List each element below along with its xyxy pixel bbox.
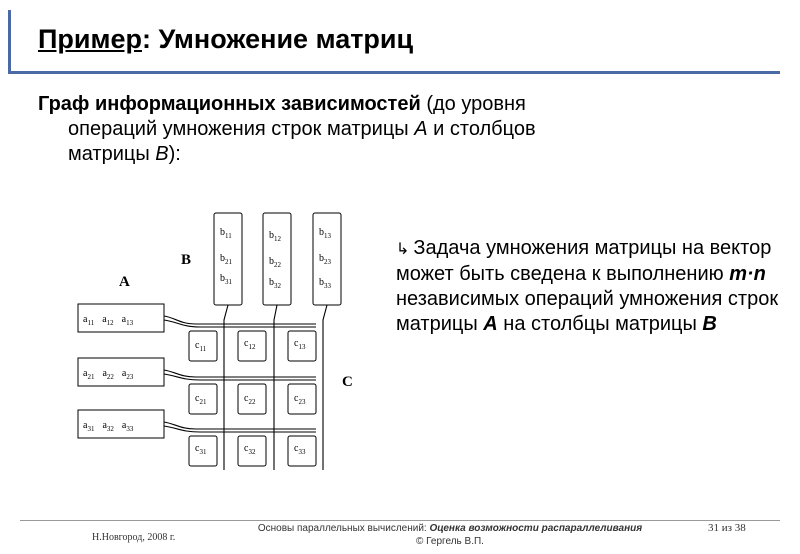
title-main: Пример <box>38 24 142 54</box>
footer-prefix: Основы параллельных вычислений: <box>257 523 430 534</box>
wire-row-3 <box>164 422 316 429</box>
c-33-label: $c_{33}$ <box>294 443 306 456</box>
c-32-label: $c_{32}$ <box>244 443 256 456</box>
side-text-2: независимых операций умножения строк матрицы <box>396 288 779 335</box>
intro-line2-b: и столбцов <box>427 118 536 140</box>
b-col-3-entry-1: $b_{13}$ <box>319 227 331 240</box>
intro-line3-a: матрицы <box>68 143 156 165</box>
side-text-1: Задача умножения матрицы на вектор может быть сведена к выполнению <box>396 237 772 285</box>
b-col-1-entry-3: $b_{31}$ <box>220 273 232 286</box>
label-a: A <box>119 274 130 290</box>
intro-line2-a: операций умножения строк матрицы <box>68 118 415 140</box>
side-note <box>396 236 781 337</box>
page-number: 31 <box>708 522 719 534</box>
side-text-3: на столбцы матрицы <box>497 313 703 335</box>
c-23-label: $c_{23}$ <box>294 393 306 406</box>
wire-row-1 <box>164 316 316 324</box>
b-col-3-entry-3: $b_{33}$ <box>319 277 331 290</box>
page-total: 38 <box>734 522 746 534</box>
wire-row-2 <box>164 370 316 377</box>
c-22-label: $c_{22}$ <box>244 393 256 406</box>
b-col-1-entry-1: $b_{11}$ <box>220 227 232 240</box>
b-col-2-entry-3: $b_{32}$ <box>269 277 281 290</box>
side-var-b: B <box>702 313 717 335</box>
a-row-3-entries: $a_{31}$ $a_{32}$ $a_{33}$ <box>83 420 134 433</box>
intro-bold: Граф информационных зависимостей <box>38 93 421 115</box>
intro-line1: (до уровня <box>420 93 526 115</box>
label-c: C <box>342 374 353 390</box>
wire-col-2 <box>274 305 277 470</box>
page-of: из <box>719 522 735 534</box>
b-col-2-entry-1: $b_{12}$ <box>269 230 281 243</box>
wire-col-1 <box>224 305 228 470</box>
intro-var-b: B <box>155 143 169 165</box>
c-13-label: $c_{13}$ <box>294 338 306 351</box>
footer-divider <box>20 520 780 521</box>
footer-course-topic: Оценка возможности распараллеливания <box>429 523 643 534</box>
side-var-a: A <box>483 313 498 335</box>
footer-left: Н.Новгород, 2008 г. <box>92 532 176 543</box>
c-11-label: $c_{11}$ <box>195 340 207 353</box>
footer-page-counter <box>708 522 746 534</box>
intro-line3-b: ): <box>168 143 181 165</box>
b-col-1-entry-2: $b_{21}$ <box>220 253 232 266</box>
side-formula: m·n <box>729 263 766 285</box>
c-12-label: $c_{12}$ <box>244 338 256 351</box>
a-row-1-entries: $a_{11}$ $a_{12}$ $a_{13}$ <box>83 314 134 327</box>
footer-author: © Гергель В.П. <box>416 536 484 547</box>
c-21-label: $c_{21}$ <box>195 393 207 406</box>
arrow-icon: ↳ <box>396 241 410 258</box>
footer-center <box>230 522 670 548</box>
a-row-2-entries: $a_{21}$ $a_{22}$ $a_{23}$ <box>83 368 134 381</box>
b-col-3-entry-2: $b_{23}$ <box>319 253 331 266</box>
b-col-box-2 <box>263 213 291 305</box>
c-31-label: $c_{31}$ <box>195 443 207 456</box>
title-rest: : Умножение матриц <box>141 24 414 54</box>
label-b: B <box>181 252 192 268</box>
wire-col-3 <box>323 305 327 470</box>
b-col-2-entry-2: $b_{22}$ <box>269 256 281 269</box>
intro-var-a: A <box>414 118 428 140</box>
